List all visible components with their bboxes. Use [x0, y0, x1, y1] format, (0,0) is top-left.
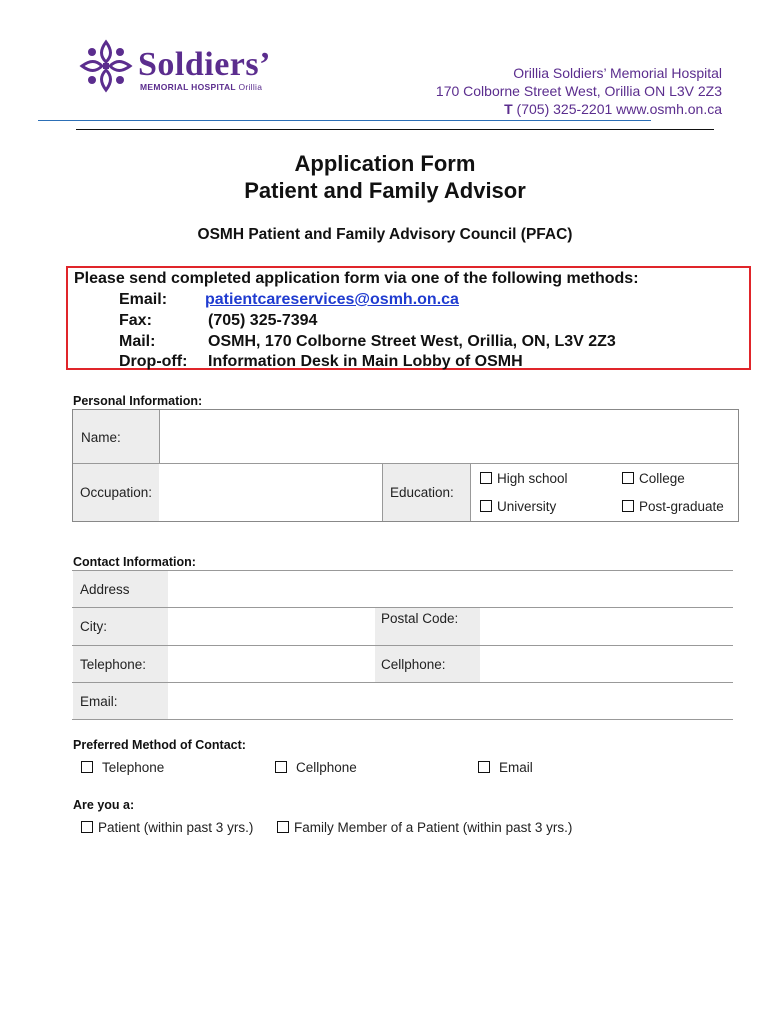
city-label: City: — [80, 619, 107, 634]
hospital-logo-icon — [78, 38, 134, 94]
hospital-contact-line — [436, 100, 722, 118]
occupation-input[interactable] — [160, 464, 382, 521]
mail-method-label: Mail: — [119, 333, 156, 350]
edu-university-label: University — [497, 499, 557, 514]
occupation-label: Occupation: — [80, 485, 153, 500]
cellphone-label: Cellphone: — [381, 657, 446, 672]
checkbox-icon[interactable] — [480, 500, 492, 512]
checkbox-icon[interactable] — [622, 500, 634, 512]
postal-code-input[interactable] — [481, 608, 732, 645]
email-method-link[interactable]: patientcareservices@osmh.on.ca — [205, 291, 459, 308]
personal-info-heading: Personal Information: — [73, 394, 203, 408]
header-divider-black — [76, 129, 714, 130]
fax-method-value: (705) 325-7394 — [208, 312, 318, 329]
email-label: Email: — [80, 694, 118, 709]
checkbox-icon[interactable] — [275, 761, 287, 773]
cellphone-input[interactable] — [481, 646, 732, 682]
edu-highschool-label: High school — [497, 471, 568, 486]
contact-info-heading: Contact Information: — [73, 555, 196, 569]
hospital-address-block — [436, 64, 722, 118]
form-title-2: Patient and Family Advisor — [244, 178, 526, 203]
hospital-street: 170 Colborne Street West, Orillia ON L3V 2Z3 — [435, 83, 722, 99]
preferred-email-option[interactable] — [478, 760, 533, 775]
checkbox-icon[interactable] — [277, 821, 289, 833]
edu-postgraduate-option[interactable] — [622, 499, 724, 514]
postal-code-label: Postal Code: — [381, 611, 459, 626]
patient-option[interactable] — [81, 820, 253, 835]
dropoff-method-value: Information Desk in Main Lobby of OSMH — [208, 353, 523, 370]
form-title: Application Form — [294, 151, 476, 176]
preferred-email-label: Email — [499, 760, 533, 775]
hospital-name: Orillia Soldiers’ Memorial Hospital — [513, 65, 722, 81]
phone-prefix: T — [504, 101, 513, 117]
instructions-heading: Please send completed application form via one of the following methods: — [74, 270, 639, 287]
email-method-label: Email: — [119, 291, 168, 308]
preferred-telephone-label: Telephone — [102, 760, 165, 775]
edu-college-label: College — [639, 471, 685, 486]
family-member-option-label: Family Member of a Patient (within past 3 yrs.) — [294, 820, 573, 835]
name-input[interactable] — [160, 410, 738, 463]
edu-postgraduate-label: Post-graduate — [639, 499, 724, 514]
col-divider — [159, 410, 160, 463]
logo-subtitle-bold: MEMORIAL HOSPITAL — [140, 82, 236, 92]
checkbox-icon[interactable] — [478, 761, 490, 773]
family-member-option[interactable] — [277, 820, 572, 835]
hospital-phone-web: (705) 325-2201 www.osmh.on.ca — [516, 101, 722, 117]
header-divider-blue — [38, 120, 651, 121]
checkbox-icon[interactable] — [480, 472, 492, 484]
checkbox-icon[interactable] — [622, 472, 634, 484]
checkbox-icon[interactable] — [81, 761, 93, 773]
preferred-telephone-option[interactable] — [81, 760, 164, 775]
edu-university-option[interactable] — [480, 499, 556, 514]
col-divider — [470, 464, 471, 521]
edu-college-option[interactable] — [622, 471, 685, 486]
telephone-label: Telephone: — [80, 657, 147, 672]
col-divider — [382, 464, 383, 521]
email-input[interactable] — [169, 683, 732, 719]
checkbox-icon[interactable] — [81, 821, 93, 833]
mail-method-value: OSMH, 170 Colborne Street West, Orillia, ON, L3V 2Z3 — [208, 333, 616, 350]
logo-subtitle-plain: Orillia — [238, 82, 263, 92]
logo-wordmark: Soldiers’ — [138, 46, 271, 83]
preferred-cellphone-label: Cellphone — [296, 760, 357, 775]
row-divider — [72, 719, 733, 720]
patient-option-label: Patient (within past 3 yrs.) — [98, 820, 254, 835]
address-input[interactable] — [169, 571, 732, 607]
are-you-heading: Are you a: — [73, 798, 135, 812]
name-label: Name: — [81, 430, 121, 445]
telephone-input[interactable] — [169, 646, 374, 682]
city-input[interactable] — [169, 608, 374, 645]
preferred-contact-heading: Preferred Method of Contact: — [73, 738, 246, 752]
preferred-cellphone-option[interactable] — [275, 760, 357, 775]
address-label: Address — [80, 582, 130, 597]
edu-highschool-option[interactable] — [480, 471, 568, 486]
dropoff-method-label: Drop-off: — [119, 353, 188, 370]
form-subtitle: OSMH Patient and Family Advisory Council (PFAC) — [197, 226, 573, 243]
fax-method-label: Fax: — [119, 312, 152, 329]
education-label: Education: — [390, 485, 454, 500]
logo-subtitle — [140, 82, 262, 92]
